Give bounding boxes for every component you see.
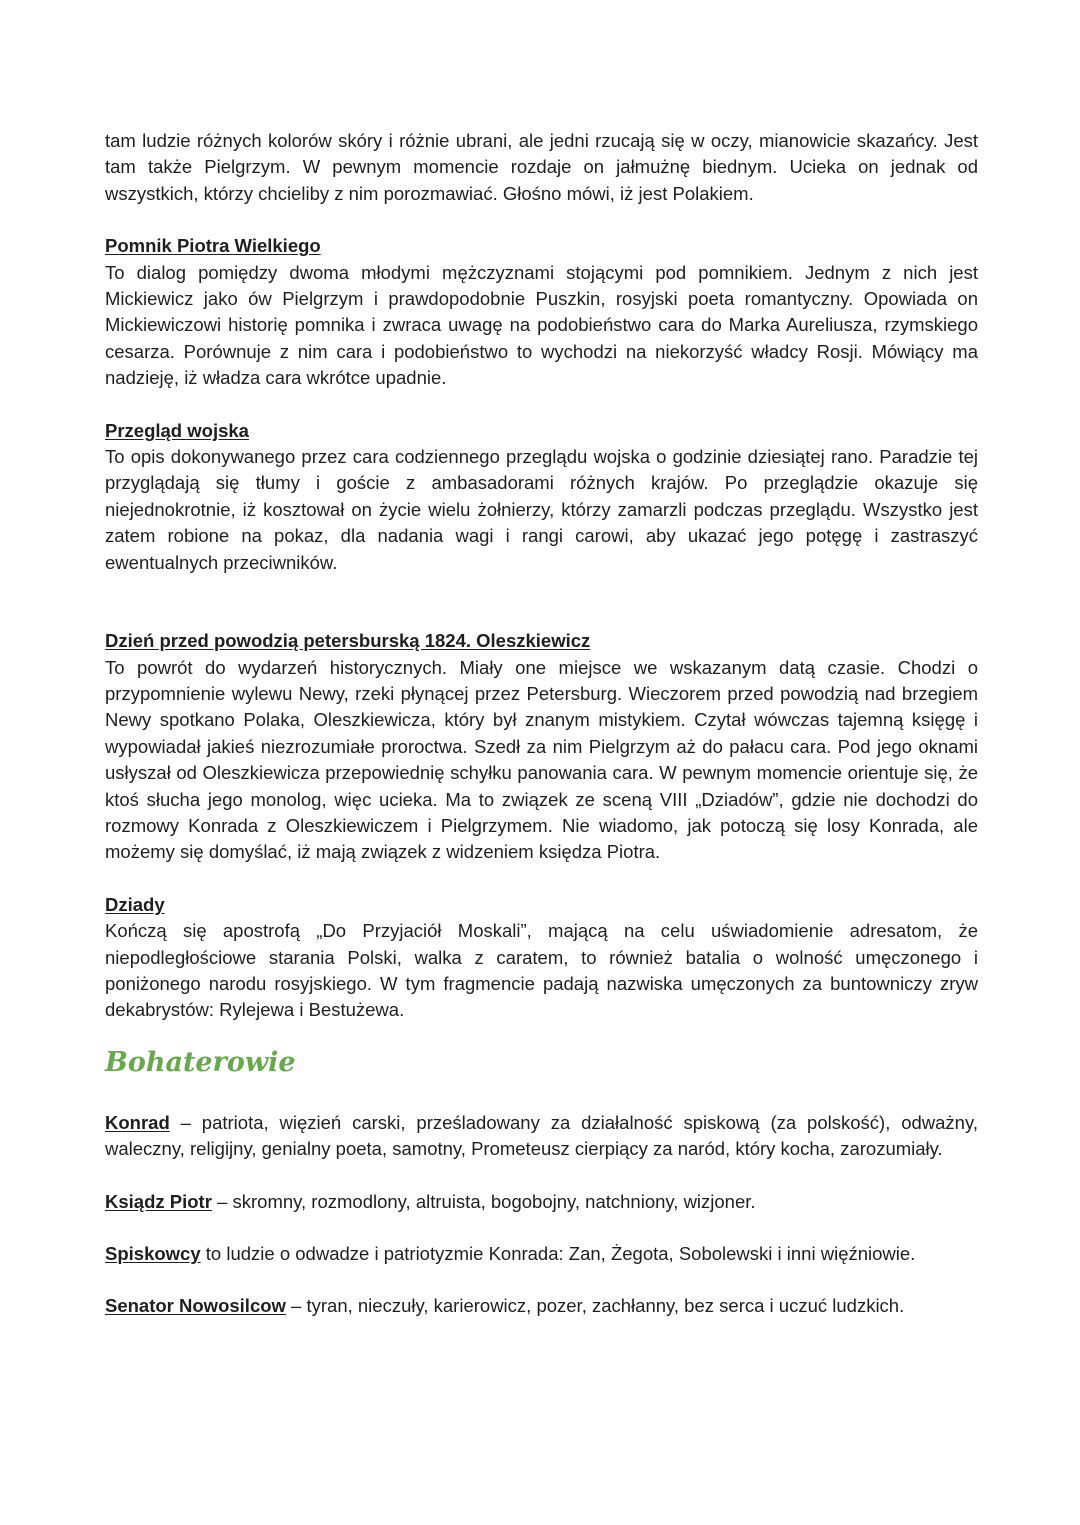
section-dziady <box>105 892 978 1024</box>
intro-paragraph: tam ludzie różnych kolorów skóry i różnie ubrani, ale jedni rzucają się w oczy, mianowicie skazańcy. Jest tam także Pielgrzym. W pewnym momencie rozdaje on jałmużnę biednym. Ucieka on jednak od wszystkich, którzy chcieliby z nim porozmawiać. Głośno mówi, iż jest Polakiem. <box>105 130 978 204</box>
document-page <box>105 128 978 1320</box>
section-paragraph: To opis dokonywanego przez cara codziennego przeglądu wojska o godzinie dziesiątej rano. Paradzie tej przyglądają się tłumy i goście z ambasadorami różnych krajów. Po przeglądzie okazuje się niejednokrotnie, iż kosztował on życie wielu żołnierzy, którzy zamarzli podczas przeglądu. Wszystko jest zatem robione na pokaz, dla nadania wagi i rangi carowi, aby ukazać jego potęgę i zastraszyć ewentualnych przeciwników. <box>105 446 978 573</box>
section-paragraph: To powrót do wydarzeń historycznych. Miały one miejsce we wskazanym datą czasie. Chodzi o przypomnienie wylewu Newy, rzeki płynącej przez Petersburg. Wieczorem przed powodzią nad brzegiem Newy spotkano Polaka, Oleszkiewicza, który był znanym mistykiem. Czytał wówczas tajemną księgę i wypowiadał jakieś niezrozumiałe proroctwa. Szedł za nim Pielgrzym aż do pałacu cara. Pod jego oknami usłyszał od Oleszkiewicza przepowiednię schyłku panowania cara. W pewnym momencie orientuje się, że ktoś słucha jego monolog, więc ucieka. Ma to związek ze sceną VIII „Dziadów”, gdzie nie dochodzi do rozmowy Konrada z Oleszkiewiczem i Pielgrzymem. Nie wiadomo, jak potoczą się losy Konrada, ale możemy się domyślać, iż mają związek z widzeniem księdza Piotra. <box>105 656 978 863</box>
hero-description: – skromny, rozmodlony, altruista, bogobojny, natchniony, wizjoner. <box>211 1190 756 1212</box>
hero-entry-spiskowcy <box>105 1241 978 1267</box>
hero-name: Senator Nowosilcow <box>105 1295 286 1317</box>
heroes-heading: Bohaterowie <box>105 1046 296 1078</box>
section-paragraph: To dialog pomiędzy dwoma młodymi mężczyznami stojącymi pod pomnikiem. Jednym z nich jest Mickiewicz jako ów Pielgrzym i prawdopodobnie Puszkin, rosyjski poeta romantyczny. Opowiada on Mickiewiczowi historię pomnika i zwraca uwagę na podobieństwo cara do Marka Aureliusza, rzymskiego cesarza. Porównuje z nim cara i podobieństwo to wychodzi na niekorzyść władcy Rosji. Mówiący ma nadzieję, iż władza cara wkrótce upadnie. <box>105 261 978 389</box>
section-paragraph: Kończą się apostrofą „Do Przyjaciół Moskali”, mającą na celu uświadomienie adresatom, że niepodległościowe starania Polski, walka z caratem, to również batalia o wolność umęczonego i poniżonego narodu rosyjskiego. W tym fragmencie padają nazwiska umęczonych za buntowniczy zryw dekabrystów: Rylejewa i Bestużewa. <box>105 920 978 1021</box>
hero-entry-senator-nowosilcow <box>105 1293 978 1319</box>
hero-name: Spiskowcy <box>105 1243 201 1264</box>
section-title: Przegląd wojska <box>105 419 249 441</box>
hero-entry-ksiadz-piotr <box>105 1189 978 1215</box>
hero-description: to ludzie o odwadze i patriotyzmie Konrada: Zan, Żegota, Sobolewski i inni więźniowie. <box>200 1243 916 1264</box>
section-title: Pomnik Piotra Wielkiego <box>105 235 321 257</box>
section-title: Dziady <box>105 893 165 915</box>
hero-entry-konrad <box>105 1110 978 1163</box>
section-przeglad-wojska <box>105 418 978 576</box>
hero-description: – tyran, nieczuły, karierowicz, pozer, zachłanny, bez serca i uczuć ludzkich. <box>285 1295 905 1317</box>
hero-name: Konrad <box>105 1111 170 1133</box>
hero-name: Ksiądz Piotr <box>105 1190 212 1212</box>
section-pomnik-piotra <box>105 233 978 391</box>
hero-description: – patriota, więzień carski, prześladowany za działalność spiskową (za polskość), odważny, waleczny, religijny, genialny poeta, samotny, Prometeusz cierpiący za naród, który kocha, zarozumiały. <box>105 1111 978 1160</box>
section-title: Dzień przed powodzią petersburską 1824. Oleszkiewicz <box>105 630 591 652</box>
section-dzien-przed-powodzia <box>105 628 978 866</box>
